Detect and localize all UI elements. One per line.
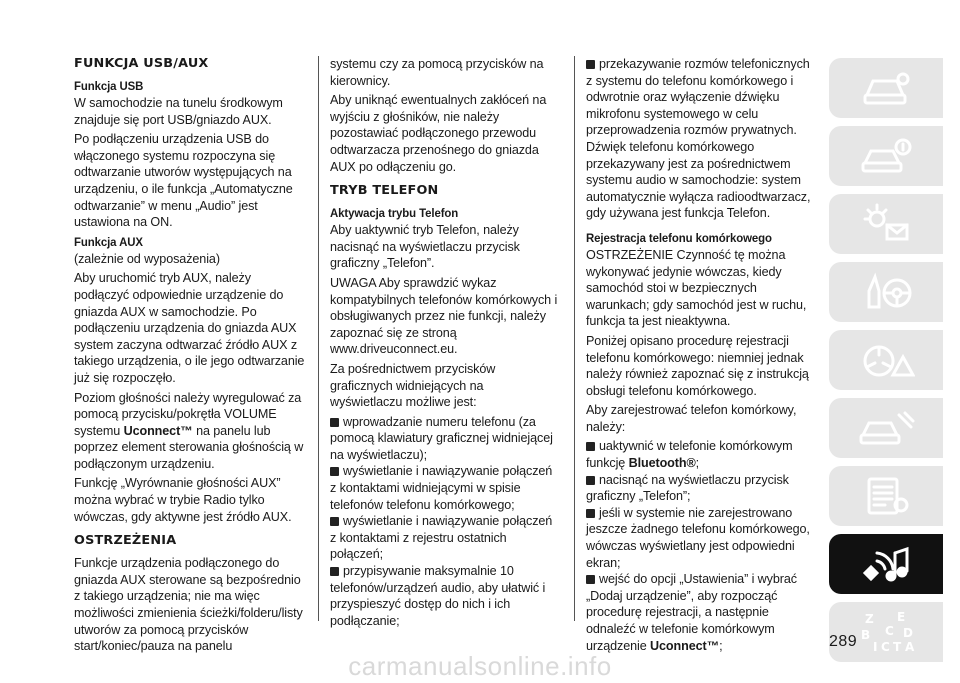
chapter-tabs: [829, 58, 943, 670]
list-item: wyświetlanie i nawiązywanie połączeń z kontaktami z rejestru ostatnich połączeń;: [330, 514, 553, 562]
column-divider-2: [574, 56, 575, 621]
index-letter: A: [905, 640, 915, 654]
column-divider-1: [318, 56, 319, 621]
multimedia-note-icon: [857, 541, 915, 587]
watermark: carmanualsonline.info: [348, 651, 612, 681]
list-item: jeśli w systemie nie zarejestrowano jeszcze żadnego telefonu komórkowego, wówczas wyświetlany jest odpowiedni ekran;: [586, 505, 810, 570]
paragraph: W samochodzie na tunelu środkowym znajduje się port USB/gniazdo AUX.: [74, 96, 283, 127]
column-1: [74, 56, 306, 658]
subheading-aux: Funkcja AUX: [74, 234, 143, 249]
bullet-square-icon: [330, 418, 339, 427]
tab-car-info[interactable]: [829, 126, 943, 186]
heading-warnings: OSTRZEŻENIA: [74, 533, 177, 549]
bullet-square-icon: [330, 567, 339, 576]
paragraph: Dźwięk telefonu komórkowego przekazywany jest za pośrednictwem systemu audio w samochodzie: system automatycznie wyłącza radioodtwarzacz, gdy używana jest funkcja Telefon.: [586, 139, 811, 221]
steering-wheel-icon: [857, 269, 915, 315]
subheading-usb: Funkcja USB: [74, 79, 144, 93]
paragraph: systemu czy za pomocą przycisków na kierownicy.: [330, 57, 544, 88]
car-info-icon: [857, 133, 915, 179]
index-letter: E: [897, 610, 906, 624]
paragraph: Funkcje urządzenia podłączonego do gniazda AUX sterowane są bezpośrednio z takiego urządzenia; nie ma więc możliwości zmienienia ścieżki/folderu/listy utworów za pomocą przycisków start/koniec/pauza na panelu: [74, 556, 303, 654]
tab-maintenance[interactable]: [829, 466, 943, 526]
lights-mail-icon: [857, 201, 915, 247]
brand-uconnect: Uconnect™: [123, 423, 193, 438]
index-letter: C: [881, 640, 890, 654]
paragraph: Aby uruchomić tryb AUX, należy podłączyć odpowiednie urządzenie do gniazda AUX w samochodzie. Po podłączeniu urządzenia do gniazda AUX system zaczyna odtwarzać źródło AUX z takiego urządzenia, o ile jego odtwarzanie już się rozpoczęło.: [74, 271, 305, 385]
heading-usb-aux: FUNKCJA USB/AUX: [74, 56, 209, 71]
tab-multimedia[interactable]: [829, 534, 943, 594]
bullet-square-icon: [586, 442, 595, 451]
bullet-square-icon: [586, 575, 595, 584]
column-2: [330, 56, 558, 629]
paragraph: Poziom głośności należy wyregulować za pomocą przycisku/pokrętła VOLUME systemu Uconnect™ na panelu lub poprzez element sterowania głośnością w podłączonym urządzeniu.: [74, 390, 304, 471]
subheading-register-phone: Rejestracja telefonu komórkowego: [586, 230, 772, 245]
spec-sheet-icon: [857, 473, 915, 519]
tab-start-driving[interactable]: [829, 330, 943, 390]
column-3: [586, 56, 816, 654]
paragraph: Funkcję „Wyrównanie głośności AUX” można wybrać w trybie Radio tylko wówczas, gdy aktywne jest źródło AUX.: [74, 476, 292, 524]
car-dashboard-icon: [857, 65, 915, 111]
brand-bluetooth: Bluetooth®: [628, 456, 696, 471]
index-letter: C: [885, 624, 894, 638]
bullet-square-icon: [330, 517, 339, 526]
index-letter: B: [861, 628, 871, 642]
car-wrench-icon: [857, 405, 915, 451]
paragraph: Poniżej opisano procedurę rejestracji telefonu komórkowego: niemniej jednak należy również zapoznać się z instrukcją obsługi telefonu komórkowego.: [586, 333, 809, 398]
paragraph: Aby zarejestrować telefon komórkowy, należy:: [586, 403, 797, 434]
page-number: 289: [829, 633, 858, 650]
paragraph: Aby uaktywnić tryb Telefon, należy nacisnąć na wyświetlaczu przycisk graficzny „Telefon”.: [330, 223, 520, 271]
paragraph: Aby uniknąć ewentualnych zakłóceń na wyjściu z głośników, nie należy pozostawiać podłączonego przewodu odtwarzacza przenośnego do gniazda AUX po odłączeniu go.: [330, 93, 547, 174]
subheading-activate-phone: Aktywacja trybu Telefon: [330, 206, 459, 221]
alphabetical-index-icon: [857, 609, 915, 655]
bullet-square-icon: [586, 509, 595, 518]
index-letter: D: [903, 626, 913, 640]
bullet-square-icon: [330, 467, 339, 476]
bullet-square-icon: [586, 60, 595, 69]
warning-triangle-icon: [857, 337, 915, 383]
list-item: wejść do opcji „Ustawienia” i wybrać „Dodaj urządzenie”, aby rozpocząć procedurę rejestracji, a następnie odnaleźć w telefonie komórkowym urządzenie Uconnect™;: [586, 572, 797, 653]
paragraph: (zależnie od wyposażenia): [74, 251, 220, 266]
list-item: wprowadzanie numeru telefonu (za pomocą klawiatury graficznej widniejącej na wyświetlaczu);: [330, 414, 553, 462]
index-letter: Z: [865, 612, 874, 626]
heading-phone-mode: TRYB TELEFON: [330, 183, 439, 199]
list-item: wyświetlanie i nawiązywanie połączeń z kontaktami widniejącymi w spisie telefonów telefonu komórkowego;: [330, 464, 553, 512]
bullet-square-icon: [586, 476, 595, 485]
tab-lights-messages[interactable]: [829, 194, 943, 254]
paragraph: OSTRZEŻENIE Czynność tę można wykonywać jedynie wówczas, kiedy samochód stoi w bezpiecznych warunkach; gdy samochód jest w ruchu, funkcja ta jest nieaktywna.: [586, 247, 807, 329]
tab-safety[interactable]: [829, 262, 943, 322]
index-letter: I: [873, 640, 878, 654]
paragraph: Za pośrednictwem przycisków graficznych widniejących na wyświetlaczu możliwe jest:: [330, 361, 496, 410]
list-item: nacisnąć na wyświetlaczu przycisk graficzny „Telefon”;: [586, 472, 789, 504]
list-item: przypisywanie maksymalnie 10 telefonów/urządzeń audio, aby ułatwić i przyspieszyć dostęp do nich i ich podłączanie;: [330, 564, 546, 628]
list-item: uaktywnić w telefonie komórkowym funkcję Bluetooth®;: [586, 439, 793, 471]
paragraph: UWAGA Aby sprawdzić wykaz kompatybilnych telefonów komórkowych i obsługiwanych przez nie funkcji, należy zapoznać się ze stroną www.driveuconnect.eu.: [330, 275, 558, 357]
tab-dashboard[interactable]: [829, 58, 943, 118]
tab-emergency[interactable]: [829, 398, 943, 458]
index-letter: T: [893, 640, 902, 654]
brand-uconnect: Uconnect™: [650, 638, 720, 653]
paragraph: Po podłączeniu urządzenia USB do włączonego systemu rozpoczyna się odtwarzanie utworów występujących na urządzeniu, o ile funkcja „Automatyczne odtwarzanie” w menu „Audio” jest ustawiona na ON.: [74, 132, 293, 230]
list-item: przekazywanie rozmów telefonicznych z systemu do telefonu komórkowego i odwrotnie oraz wyłączenie dźwięku mikrofonu systemowego w celu przeprowadzenia rozmów prywatnych.: [586, 57, 810, 138]
